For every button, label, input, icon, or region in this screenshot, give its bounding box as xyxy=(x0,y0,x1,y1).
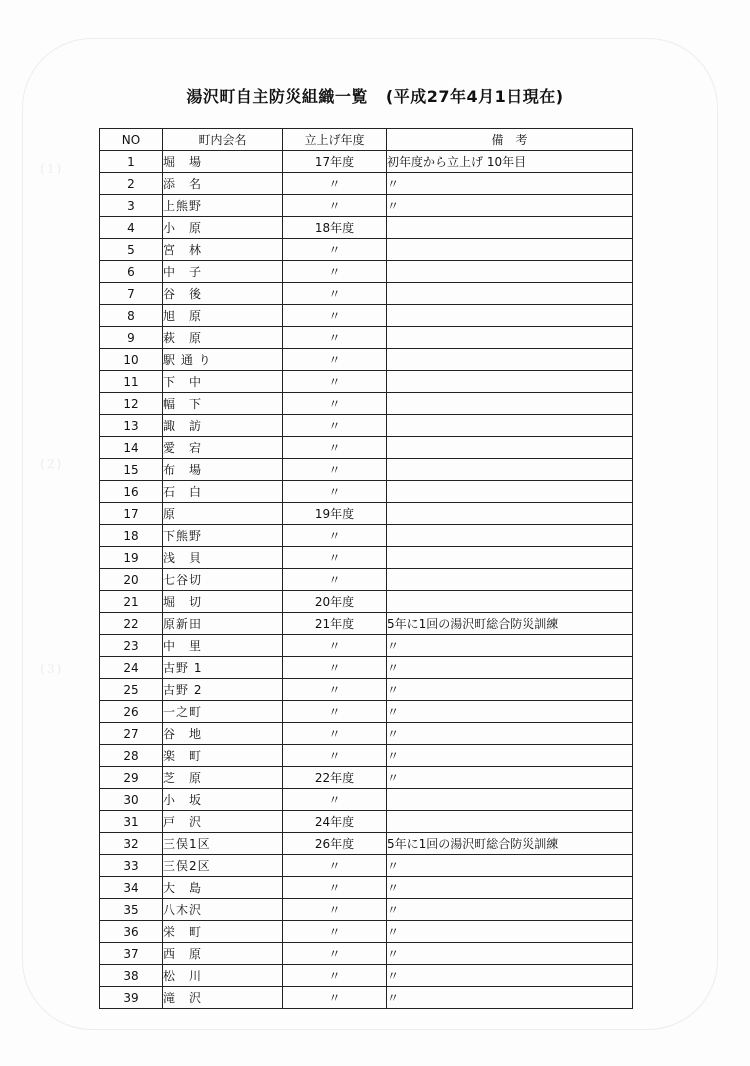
row-name-cell: 松 川 xyxy=(163,965,283,987)
row-year-cell: 〃 xyxy=(283,679,387,701)
row-year-cell: 〃 xyxy=(283,195,387,217)
header-no: NO xyxy=(100,129,163,151)
row-note-cell xyxy=(387,415,633,437)
header-name: 町内会名 xyxy=(163,129,283,151)
row-year-cell: 〃 xyxy=(283,173,387,195)
row-no-cell: 15 xyxy=(100,459,163,481)
row-name-cell: 楽 町 xyxy=(163,745,283,767)
row-note-cell: 〃 xyxy=(387,679,633,701)
row-year-cell: 〃 xyxy=(283,547,387,569)
row-year-cell: 17年度 xyxy=(283,151,387,173)
row-no-cell: 16 xyxy=(100,481,163,503)
row-note-cell: 〃 xyxy=(387,701,633,723)
table-row xyxy=(100,943,633,965)
row-name-cell: 中 里 xyxy=(163,635,283,657)
show-through-mark: (２) xyxy=(40,457,62,471)
row-name-cell: 谷 地 xyxy=(163,723,283,745)
row-year-cell: 21年度 xyxy=(283,613,387,635)
table-row xyxy=(100,239,633,261)
table-row xyxy=(100,217,633,239)
table-row xyxy=(100,987,633,1009)
row-note-cell xyxy=(387,305,633,327)
row-note-cell xyxy=(387,349,633,371)
row-year-cell: 〃 xyxy=(283,327,387,349)
row-note-cell: 〃 xyxy=(387,767,633,789)
row-note-cell: 〃 xyxy=(387,173,633,195)
table-row xyxy=(100,415,633,437)
table-row xyxy=(100,899,633,921)
row-year-cell: 〃 xyxy=(283,943,387,965)
row-year-cell: 20年度 xyxy=(283,591,387,613)
organization-table xyxy=(99,128,633,1009)
row-note-cell: 〃 xyxy=(387,657,633,679)
row-note-cell xyxy=(387,525,633,547)
row-name-cell: 宮 林 xyxy=(163,239,283,261)
table-header-row xyxy=(100,129,633,151)
row-note-cell xyxy=(387,261,633,283)
row-note-cell xyxy=(387,811,633,833)
row-year-cell: 〃 xyxy=(283,393,387,415)
row-no-cell: 38 xyxy=(100,965,163,987)
row-no-cell: 14 xyxy=(100,437,163,459)
row-year-cell: 〃 xyxy=(283,239,387,261)
row-year-cell: 〃 xyxy=(283,723,387,745)
row-name-cell: 愛 宕 xyxy=(163,437,283,459)
table-row xyxy=(100,327,633,349)
row-name-cell: 堀 場 xyxy=(163,151,283,173)
row-no-cell: 37 xyxy=(100,943,163,965)
table-row xyxy=(100,283,633,305)
table-row xyxy=(100,965,633,987)
row-note-cell xyxy=(387,591,633,613)
table-row xyxy=(100,679,633,701)
row-no-cell: 13 xyxy=(100,415,163,437)
row-no-cell: 1 xyxy=(100,151,163,173)
row-year-cell: 〃 xyxy=(283,789,387,811)
row-year-cell: 〃 xyxy=(283,855,387,877)
row-year-cell: 〃 xyxy=(283,371,387,393)
row-year-cell: 〃 xyxy=(283,921,387,943)
row-year-cell: 〃 xyxy=(283,437,387,459)
row-year-cell: 〃 xyxy=(283,899,387,921)
row-no-cell: 31 xyxy=(100,811,163,833)
table-row xyxy=(100,437,633,459)
row-name-cell: 谷 後 xyxy=(163,283,283,305)
row-year-cell: 〃 xyxy=(283,481,387,503)
row-year-cell: 22年度 xyxy=(283,767,387,789)
row-year-cell: 〃 xyxy=(283,283,387,305)
row-year-cell: 24年度 xyxy=(283,811,387,833)
row-no-cell: 22 xyxy=(100,613,163,635)
row-no-cell: 6 xyxy=(100,261,163,283)
row-name-cell: 古野 1 xyxy=(163,657,283,679)
row-year-cell: 〃 xyxy=(283,305,387,327)
row-name-cell: 幅 下 xyxy=(163,393,283,415)
table-row xyxy=(100,635,633,657)
row-no-cell: 35 xyxy=(100,899,163,921)
row-year-cell: 〃 xyxy=(283,261,387,283)
row-name-cell: 添 名 xyxy=(163,173,283,195)
row-name-cell: 三俣1区 xyxy=(163,833,283,855)
row-no-cell: 12 xyxy=(100,393,163,415)
row-note-cell: 〃 xyxy=(387,195,633,217)
table-row xyxy=(100,393,633,415)
row-name-cell: 駅 通 り xyxy=(163,349,283,371)
row-no-cell: 3 xyxy=(100,195,163,217)
table-row xyxy=(100,701,633,723)
as-of-date: (平成27年4月1日現在) xyxy=(385,87,564,106)
row-no-cell: 18 xyxy=(100,525,163,547)
row-year-cell: 〃 xyxy=(283,415,387,437)
row-note-cell xyxy=(387,283,633,305)
row-year-cell: 19年度 xyxy=(283,503,387,525)
row-no-cell: 2 xyxy=(100,173,163,195)
row-no-cell: 5 xyxy=(100,239,163,261)
row-year-cell: 〃 xyxy=(283,525,387,547)
row-no-cell: 36 xyxy=(100,921,163,943)
table-row xyxy=(100,151,633,173)
row-no-cell: 28 xyxy=(100,745,163,767)
table-row xyxy=(100,349,633,371)
row-no-cell: 10 xyxy=(100,349,163,371)
table-row xyxy=(100,569,633,591)
table-row xyxy=(100,503,633,525)
row-year-cell: 〃 xyxy=(283,657,387,679)
table-row xyxy=(100,855,633,877)
row-no-cell: 7 xyxy=(100,283,163,305)
row-year-cell: 26年度 xyxy=(283,833,387,855)
row-note-cell xyxy=(387,217,633,239)
title-text: 湯沢町自主防災組織一覧 xyxy=(186,87,368,106)
table-row xyxy=(100,723,633,745)
row-note-cell: 〃 xyxy=(387,965,633,987)
row-name-cell: 布 場 xyxy=(163,459,283,481)
row-name-cell: 中 子 xyxy=(163,261,283,283)
row-note-cell xyxy=(387,569,633,591)
row-no-cell: 4 xyxy=(100,217,163,239)
table-row xyxy=(100,591,633,613)
table-row xyxy=(100,613,633,635)
table-row xyxy=(100,305,633,327)
row-year-cell: 〃 xyxy=(283,965,387,987)
row-name-cell: 大 島 xyxy=(163,877,283,899)
row-note-cell xyxy=(387,437,633,459)
table-row xyxy=(100,371,633,393)
row-note-cell: 〃 xyxy=(387,921,633,943)
row-note-cell xyxy=(387,503,633,525)
row-year-cell: 〃 xyxy=(283,701,387,723)
row-name-cell: 小 坂 xyxy=(163,789,283,811)
row-no-cell: 27 xyxy=(100,723,163,745)
row-no-cell: 24 xyxy=(100,657,163,679)
row-no-cell: 34 xyxy=(100,877,163,899)
table-row xyxy=(100,833,633,855)
row-year-cell: 〃 xyxy=(283,459,387,481)
table-row xyxy=(100,767,633,789)
row-name-cell: 栄 町 xyxy=(163,921,283,943)
table-row xyxy=(100,459,633,481)
row-note-cell: 〃 xyxy=(387,745,633,767)
row-no-cell: 21 xyxy=(100,591,163,613)
header-note: 備 考 xyxy=(387,129,633,151)
row-name-cell: 石 白 xyxy=(163,481,283,503)
row-name-cell: 三俣2区 xyxy=(163,855,283,877)
page-title xyxy=(0,84,750,107)
row-note-cell: 〃 xyxy=(387,855,633,877)
table-row xyxy=(100,877,633,899)
row-note-cell xyxy=(387,459,633,481)
show-through-mark: (３) xyxy=(40,662,62,676)
row-year-cell: 18年度 xyxy=(283,217,387,239)
row-name-cell: 滝 沢 xyxy=(163,987,283,1009)
row-name-cell: 八木沢 xyxy=(163,899,283,921)
row-name-cell: 原 xyxy=(163,503,283,525)
row-note-cell: 〃 xyxy=(387,943,633,965)
row-name-cell: 七谷切 xyxy=(163,569,283,591)
table-row xyxy=(100,547,633,569)
table-row xyxy=(100,261,633,283)
row-note-cell xyxy=(387,789,633,811)
row-name-cell: 小 原 xyxy=(163,217,283,239)
row-note-cell: 〃 xyxy=(387,987,633,1009)
row-no-cell: 32 xyxy=(100,833,163,855)
row-note-cell: 〃 xyxy=(387,899,633,921)
row-name-cell: 一之町 xyxy=(163,701,283,723)
row-note-cell xyxy=(387,547,633,569)
row-name-cell: 旭 原 xyxy=(163,305,283,327)
row-note-cell: 〃 xyxy=(387,635,633,657)
row-no-cell: 23 xyxy=(100,635,163,657)
row-note-cell xyxy=(387,327,633,349)
table-row xyxy=(100,173,633,195)
table-body xyxy=(100,151,633,1009)
row-no-cell: 26 xyxy=(100,701,163,723)
table-row xyxy=(100,657,633,679)
row-note-cell xyxy=(387,371,633,393)
row-name-cell: 堀 切 xyxy=(163,591,283,613)
table-row xyxy=(100,921,633,943)
row-note-cell: 〃 xyxy=(387,723,633,745)
row-no-cell: 20 xyxy=(100,569,163,591)
row-name-cell: 原新田 xyxy=(163,613,283,635)
row-no-cell: 9 xyxy=(100,327,163,349)
row-no-cell: 17 xyxy=(100,503,163,525)
row-note-cell: 初年度から立上げ 10年目 xyxy=(387,151,633,173)
table-row xyxy=(100,745,633,767)
row-name-cell: 下 中 xyxy=(163,371,283,393)
row-name-cell: 萩 原 xyxy=(163,327,283,349)
table-row xyxy=(100,481,633,503)
row-name-cell: 戸 沢 xyxy=(163,811,283,833)
row-name-cell: 下熊野 xyxy=(163,525,283,547)
table-row xyxy=(100,525,633,547)
row-year-cell: 〃 xyxy=(283,635,387,657)
row-note-cell: 〃 xyxy=(387,877,633,899)
show-through-mark: (１) xyxy=(40,162,62,176)
table-row xyxy=(100,195,633,217)
table-row xyxy=(100,811,633,833)
row-year-cell: 〃 xyxy=(283,987,387,1009)
row-no-cell: 19 xyxy=(100,547,163,569)
row-note-cell: 5年に1回の湯沢町総合防災訓練 xyxy=(387,833,633,855)
row-note-cell xyxy=(387,393,633,415)
row-no-cell: 33 xyxy=(100,855,163,877)
row-year-cell: 〃 xyxy=(283,349,387,371)
row-no-cell: 25 xyxy=(100,679,163,701)
row-note-cell xyxy=(387,239,633,261)
row-no-cell: 30 xyxy=(100,789,163,811)
row-name-cell: 西 原 xyxy=(163,943,283,965)
row-name-cell: 浅 貝 xyxy=(163,547,283,569)
table-row xyxy=(100,789,633,811)
row-year-cell: 〃 xyxy=(283,877,387,899)
row-no-cell: 11 xyxy=(100,371,163,393)
row-no-cell: 39 xyxy=(100,987,163,1009)
row-year-cell: 〃 xyxy=(283,745,387,767)
row-no-cell: 29 xyxy=(100,767,163,789)
row-name-cell: 芝 原 xyxy=(163,767,283,789)
row-name-cell: 上熊野 xyxy=(163,195,283,217)
row-name-cell: 諏 訪 xyxy=(163,415,283,437)
header-year: 立上げ年度 xyxy=(283,129,387,151)
row-year-cell: 〃 xyxy=(283,569,387,591)
row-note-cell: 5年に1回の湯沢町総合防災訓練 xyxy=(387,613,633,635)
row-no-cell: 8 xyxy=(100,305,163,327)
row-note-cell xyxy=(387,481,633,503)
row-name-cell: 古野 2 xyxy=(163,679,283,701)
